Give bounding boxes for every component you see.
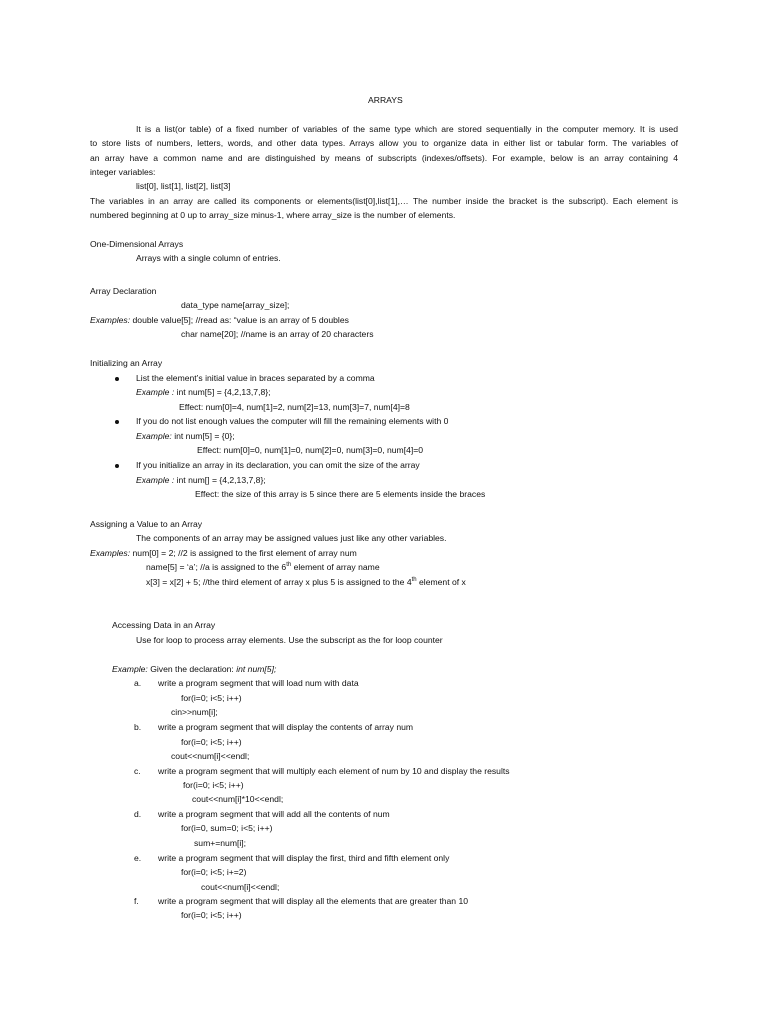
declaration-example-2: char name[20]; //name is an array of 20 characters (181, 329, 374, 339)
init-effect-1: Effect: num[0]=4, num[1]=2, num[2]=13, num[3]=7, num[4]=8 (179, 402, 410, 412)
init-example-1-code: int num[5] = {4,2,13,7,8}; (174, 387, 271, 397)
bullet-icon (115, 464, 119, 468)
accessing-example-decl: int num[5]; (236, 664, 277, 674)
accessing-text: Use for loop to process array elements. Use the subscript as the for loop counter (136, 635, 443, 645)
init-effect-2: Effect: num[0]=0, num[1]=0, num[2]=0, num[3]=0, num[4]=0 (197, 445, 424, 455)
declaration-example-1-text: double value[5]; //read as: “value is an array of 5 doubles (130, 315, 349, 325)
item-text: write a program segment that will add all the contents of num (158, 809, 390, 819)
page-title: ARRAYS (368, 95, 403, 105)
init-example-1 (136, 387, 271, 398)
intro-line-1: It is a list(or table) of a fixed number of variables of the same type which are stored sequentially in the computer memory. It is used (136, 124, 678, 134)
assigning-heading: Assigning a Value to an Array (90, 519, 203, 529)
init-bullet-3: If you initialize an array in its declaration, you can omit the size of the array (136, 460, 420, 470)
assigning-example-2-code: name[5] = ‘a’; //a is assigned to the 6 (146, 562, 287, 572)
example-label: Example: (136, 431, 172, 441)
intro-line-6: numbered beginning at 0 up to array_size minus-1, where array_size is the number of elements. (90, 210, 456, 220)
item-letter: d. (134, 809, 142, 819)
example-label: Example : (136, 475, 175, 485)
init-example-3-code: int num[] = {4,2,13,7,8}; (174, 475, 266, 485)
item-letter: c. (134, 766, 141, 776)
one-dim-text: Arrays with a single column of entries. (136, 253, 281, 263)
item-code-1: for(i=0; i<5; i+=2) (181, 867, 247, 877)
item-letter: b. (134, 722, 142, 732)
item-code-1: for(i=0; i<5; i++) (183, 780, 244, 790)
init-effect-3: Effect: the size of this array is 5 since there are 5 elements inside the braces (195, 489, 486, 499)
example-label: Example: (112, 664, 148, 674)
bullet-icon (115, 377, 119, 381)
item-code-2: cout<<num[i]<<endl; (201, 882, 280, 892)
assigning-text: The components of an array may be assigned values just like any other variables. (136, 533, 447, 543)
assigning-example-2 (146, 562, 380, 573)
item-code-2: cout<<num[i]<<endl; (171, 751, 250, 761)
accessing-example (112, 664, 276, 675)
item-text: write a program segment that will load num with data (158, 678, 359, 688)
item-code-1: for(i=0; i<5; i++) (181, 737, 242, 747)
assigning-example-2-rest: element of array name (291, 562, 380, 572)
assigning-example-3-rest: element of x (416, 577, 466, 587)
assigning-example-3 (146, 577, 466, 588)
intro-line-2: to store lists of numbers, letters, words, and other data types. Arrays allow you to organize data in either list or tabular form. The variables of (90, 138, 678, 148)
example-label: Example : (136, 387, 175, 397)
declaration-syntax: data_type name[array_size]; (181, 300, 290, 310)
assigning-example-3-code: x[3] = x[2] + 5; //the third element of array x plus 5 is assigned to the 4 (146, 577, 412, 587)
assigning-example-1 (90, 548, 357, 559)
init-example-2 (136, 431, 235, 442)
ordinal-suffix: th (411, 577, 417, 584)
ordinal-suffix: th (286, 562, 292, 569)
item-letter: e. (134, 853, 142, 863)
item-code-2: cin>>num[i]; (171, 707, 218, 717)
examples-label: Examples: (90, 315, 131, 325)
init-bullet-1: List the element’s initial value in braces separated by a comma (136, 373, 375, 383)
item-letter: a. (134, 678, 142, 688)
declaration-example-1 (90, 315, 349, 326)
item-text: write a program segment that will display the contents of array num (158, 722, 414, 732)
item-text: write a program segment that will display the first, third and fifth element only (158, 853, 450, 863)
item-letter: f. (134, 896, 139, 906)
item-code-1: for(i=0, sum=0; i<5; i++) (181, 823, 273, 833)
item-code-1: for(i=0; i<5; i++) (181, 693, 242, 703)
item-text: write a program segment that will multiply each element of num by 10 and display the results (158, 766, 510, 776)
item-code-2: sum+=num[i]; (194, 838, 247, 848)
item-text: write a program segment that will display all the elements that are greater than 10 (158, 896, 469, 906)
init-example-3 (136, 475, 266, 486)
intro-line-5: The variables in an array are called its components or elements(list[0],list[1],… The number inside the bracket is the subscript). Each element is (90, 196, 678, 206)
item-code-2: cout<<num[i]*10<<endl; (192, 794, 284, 804)
one-dim-heading: One-Dimensional Arrays (90, 239, 184, 249)
assigning-example-1-code: num[0] = 2; //2 is assigned to the first element of array num (130, 548, 357, 558)
examples-label: Examples: (90, 548, 131, 558)
declaration-heading: Array Declaration (90, 286, 157, 296)
item-code-1: for(i=0; i<5; i++) (181, 910, 242, 920)
init-example-2-code: int num[5] = {0}; (171, 431, 235, 441)
accessing-heading: Accessing Data in an Array (112, 620, 216, 630)
intro-line-3: an array have a common name and are distinguished by means of subscripts (indexes/offsets). For example, below is an array containing 4 (90, 153, 678, 163)
initializing-heading: Initializing an Array (90, 358, 163, 368)
intro-line-4: integer variables: (90, 167, 156, 177)
intro-example: list[0], list[1], list[2], list[3] (136, 181, 231, 191)
bullet-icon (115, 420, 119, 424)
accessing-example-text: Given the declaration: (147, 664, 237, 674)
init-bullet-2: If you do not list enough values the computer will fill the remaining elements with 0 (136, 416, 449, 426)
